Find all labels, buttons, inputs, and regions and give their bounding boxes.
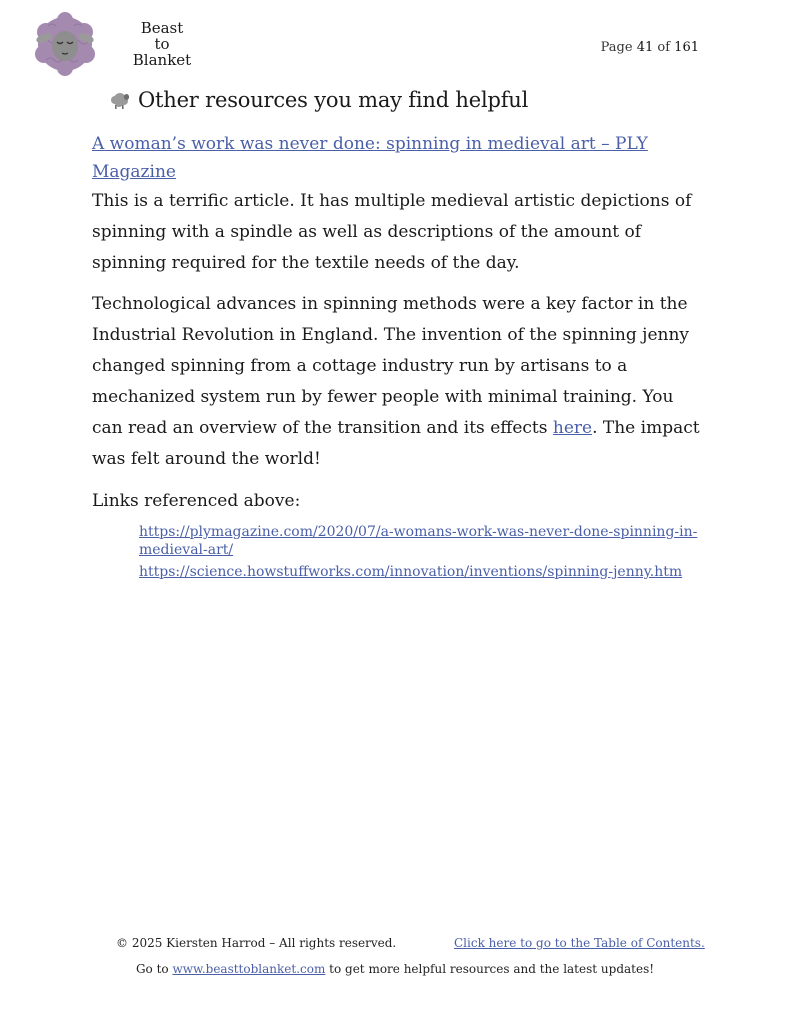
sheep-logo-icon: [34, 12, 96, 76]
brand-logo: [34, 12, 192, 78]
goto-text-after: to get more helpful resources and the latest updates!: [325, 962, 655, 976]
copyright-text: © 2025 Kiersten Harrod – All rights reserved.: [116, 936, 397, 950]
article-paragraph-1: This is a terrific article. It has multiple medieval artistic depictions of spinning with a spindle as well as descriptions of the amount of spinning required for the textile needs of the day.: [92, 191, 692, 273]
section-heading: [108, 88, 528, 112]
website-promo: [0, 962, 790, 976]
brand-line-3: Blanket: [132, 51, 192, 69]
sheep-icon: [108, 89, 130, 111]
page-of: of: [657, 40, 671, 55]
here-link[interactable]: here: [552, 418, 593, 438]
table-of-contents-link[interactable]: Click here to go to the Table of Contents.: [454, 936, 705, 950]
reference-link-ply-magazine[interactable]: https://plymagazine.com/2020/07/a-womans-work-was-never-done-spinning-in-medieval-art/: [139, 524, 698, 558]
article-paragraph-2: [92, 289, 702, 475]
brand-line-1: Beast: [140, 19, 184, 37]
website-link[interactable]: www.beasttoblanket.com: [172, 962, 326, 976]
article-body: [92, 130, 702, 475]
paragraph-2-text-before: Technological advances in spinning methods were a key factor in the Industrial Revolution in England. The invention of the spinning jenny changed spinning from a cottage industry run by artisans to a mechanized system run by fewer people with minimal training. You can read an overview of the transition and its effects: [92, 294, 690, 438]
paragraph-2-text-after: . The impact was felt around the world!: [92, 418, 700, 469]
ply-magazine-article-link[interactable]: A woman’s work was never done: spinning in medieval art – PLY Magazine: [92, 134, 648, 182]
reference-link-list: [139, 523, 699, 581]
brand-name: [130, 20, 194, 68]
links-referenced-label: Links referenced above:: [92, 491, 301, 511]
section-title: Other resources you may find helpful: [138, 88, 529, 112]
page-indicator: [601, 40, 699, 55]
page-prefix: Page: [600, 40, 633, 55]
goto-text-before: Go to: [135, 962, 173, 976]
page-total: 161: [674, 40, 699, 55]
reference-link-howstuffworks[interactable]: https://science.howstuffworks.com/innovation/inventions/spinning-jenny.htm: [139, 564, 683, 580]
page-current: 41: [636, 40, 654, 55]
brand-line-2: to: [154, 35, 170, 53]
